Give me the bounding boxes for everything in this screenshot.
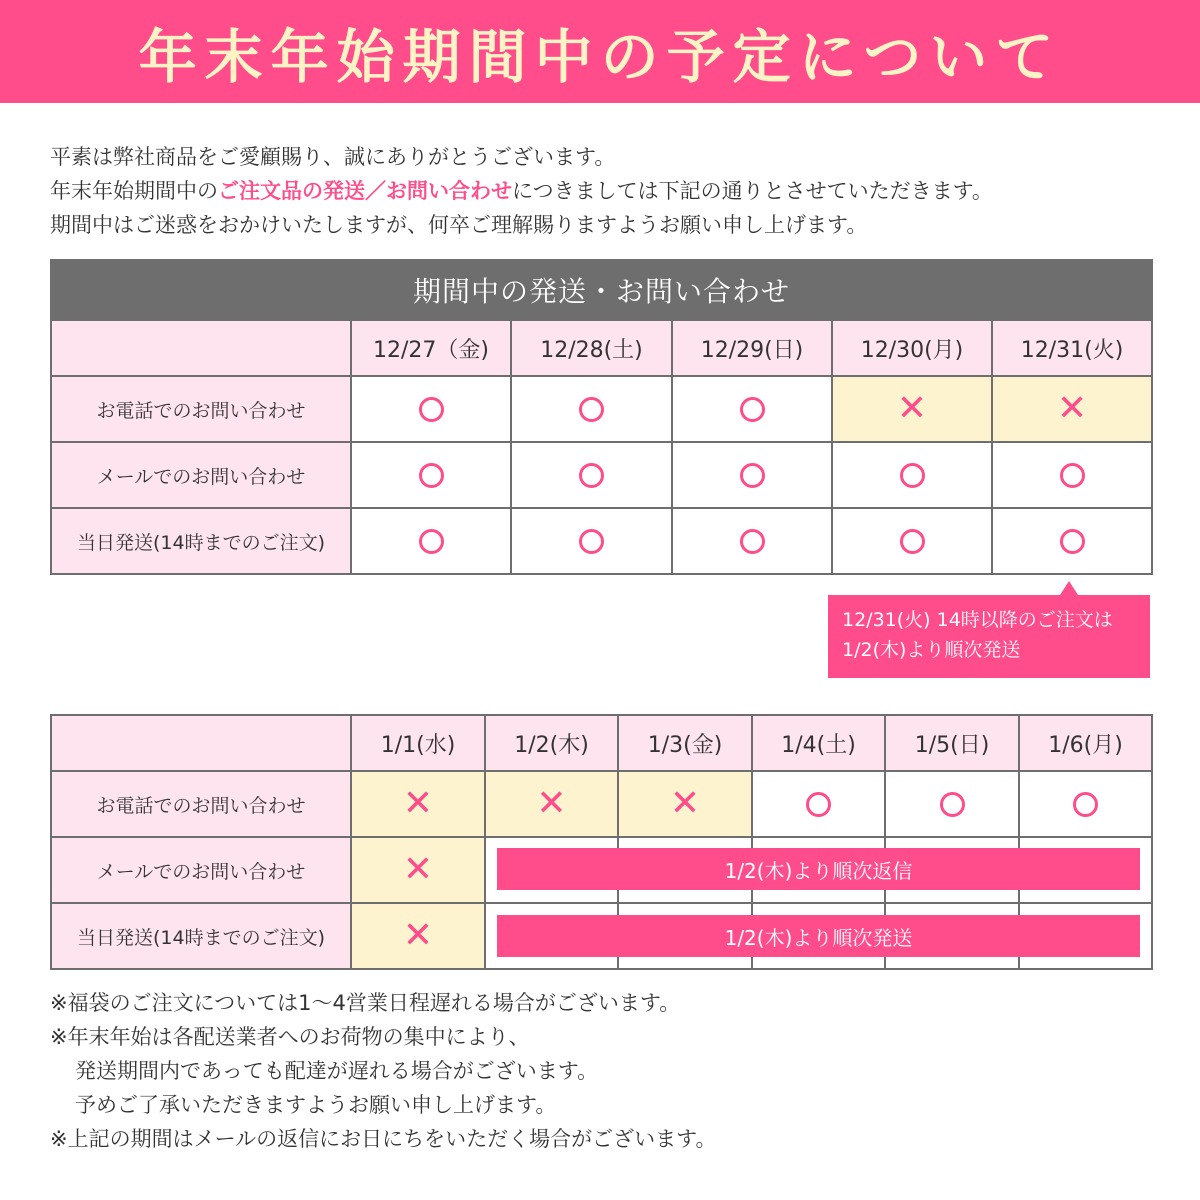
intro-line-2-post: につきましては下記の通りとさせていただきます。 <box>512 179 993 203</box>
status-cell <box>832 376 992 442</box>
available-circle-icon <box>419 397 444 422</box>
status-cell <box>618 771 752 837</box>
page-title: 年末年始期間中の予定について <box>138 22 1062 91</box>
status-cell <box>511 376 672 442</box>
status-cell <box>351 771 485 837</box>
table-row <box>51 442 1152 508</box>
status-cell <box>885 771 1019 837</box>
corner-cell <box>51 320 351 376</box>
unavailable-cross-icon: ✕ <box>402 915 434 956</box>
available-circle-icon <box>1073 792 1098 817</box>
status-cell <box>485 771 618 837</box>
callout-line-2: 1/2(木)より順次発送 <box>842 639 1021 661</box>
date-cell: 12/27（金) <box>351 320 511 376</box>
available-circle-icon <box>1060 463 1085 488</box>
date-cell: 1/4(土) <box>752 715 885 771</box>
date-header-row <box>51 320 1152 376</box>
mail-reply-bar: 1/2(木)より順次返信 <box>497 848 1140 890</box>
available-circle-icon <box>1060 529 1085 554</box>
available-circle-icon <box>579 397 604 422</box>
shipping-bar: 1/2(木)より順次発送 <box>497 915 1140 957</box>
date-cell: 12/29(日) <box>672 320 832 376</box>
page-header <box>0 0 1200 103</box>
callout-note <box>828 595 1150 678</box>
available-circle-icon <box>740 397 765 422</box>
row-label-phone: お電話でのお問い合わせ <box>51 376 351 442</box>
callout-arrow <box>1060 581 1078 595</box>
status-cell <box>672 442 832 508</box>
status-cell <box>351 442 511 508</box>
intro-text <box>50 140 1160 242</box>
status-cell <box>992 508 1152 574</box>
unavailable-cross-icon: ✕ <box>402 849 434 890</box>
intro-line-2 <box>50 174 1160 208</box>
status-cell <box>752 771 885 837</box>
available-circle-icon <box>419 463 444 488</box>
date-cell: 1/1(水) <box>351 715 485 771</box>
note-line: ※年末年始は各配送業者へのお荷物の集中により、 <box>50 1025 530 1049</box>
status-cell <box>351 837 485 903</box>
status-cell <box>511 442 672 508</box>
note-line: 発送期間内であっても配達が遅れる場合がございます。 <box>75 1059 599 1083</box>
intro-line-3: 期間中はご迷惑をおかけいたしますが、何卒ご理解賜りますようお願い申し上げます。 <box>50 213 868 237</box>
date-cell: 1/3(金) <box>618 715 752 771</box>
unavailable-cross-icon: ✕ <box>669 783 701 824</box>
available-circle-icon <box>740 529 765 554</box>
row-label-mail: メールでのお問い合わせ <box>51 837 351 903</box>
note-line: ※福袋のご注文については1〜4営業日程遅れる場合がございます。 <box>50 991 681 1015</box>
status-cell <box>351 376 511 442</box>
schedule-table-title: 期間中の発送・お問い合わせ <box>51 260 1152 320</box>
available-circle-icon <box>900 463 925 488</box>
row-label-mail: メールでのお問い合わせ <box>51 442 351 508</box>
row-label-shipping: 当日発送(14時までのご注文) <box>51 903 351 969</box>
date-cell: 1/6(月) <box>1019 715 1152 771</box>
unavailable-cross-icon: ✕ <box>1056 388 1088 429</box>
intro-line-2-pre: 年末年始期間中の <box>50 179 218 203</box>
schedule-table-december <box>50 259 1153 575</box>
available-circle-icon <box>900 529 925 554</box>
available-circle-icon <box>940 792 965 817</box>
available-circle-icon <box>419 529 444 554</box>
status-cell <box>351 508 511 574</box>
unavailable-cross-icon: ✕ <box>402 783 434 824</box>
date-cell: 12/30(月) <box>832 320 992 376</box>
notes <box>50 986 1160 1156</box>
intro-line-1: 平素は弊社商品をご愛顧賜り、誠にありがとうございます。 <box>50 145 616 169</box>
row-label-shipping: 当日発送(14時までのご注文) <box>51 508 351 574</box>
date-cell: 1/2(木) <box>485 715 618 771</box>
status-cell <box>992 442 1152 508</box>
note-line: ※上記の期間はメールの返信にお日にちをいただく場合がございます。 <box>50 1127 717 1151</box>
note-line: 予めご了承いただきますようお願い申し上げます。 <box>75 1093 557 1117</box>
date-cell: 12/28(土) <box>511 320 672 376</box>
row-label-phone: お電話でのお問い合わせ <box>51 771 351 837</box>
available-circle-icon <box>579 463 604 488</box>
status-cell <box>1019 771 1152 837</box>
status-cell <box>672 508 832 574</box>
status-cell <box>832 442 992 508</box>
status-cell <box>511 508 672 574</box>
date-cell: 12/31(火) <box>992 320 1152 376</box>
intro-highlight: ご注文品の発送／お問い合わせ <box>218 179 512 203</box>
date-header-row <box>51 715 1152 771</box>
table-row <box>51 508 1152 574</box>
unavailable-cross-icon: ✕ <box>896 388 928 429</box>
table-row <box>51 376 1152 442</box>
available-circle-icon <box>806 792 831 817</box>
status-cell <box>351 903 485 969</box>
status-cell <box>992 376 1152 442</box>
callout-line-1: 12/31(火) 14時以降のご注文は <box>842 609 1113 631</box>
available-circle-icon <box>579 529 604 554</box>
date-cell: 1/5(日) <box>885 715 1019 771</box>
status-cell <box>832 508 992 574</box>
corner-cell <box>51 715 351 771</box>
status-cell <box>672 376 832 442</box>
table-row <box>51 771 1152 837</box>
available-circle-icon <box>740 463 765 488</box>
unavailable-cross-icon: ✕ <box>536 783 567 824</box>
